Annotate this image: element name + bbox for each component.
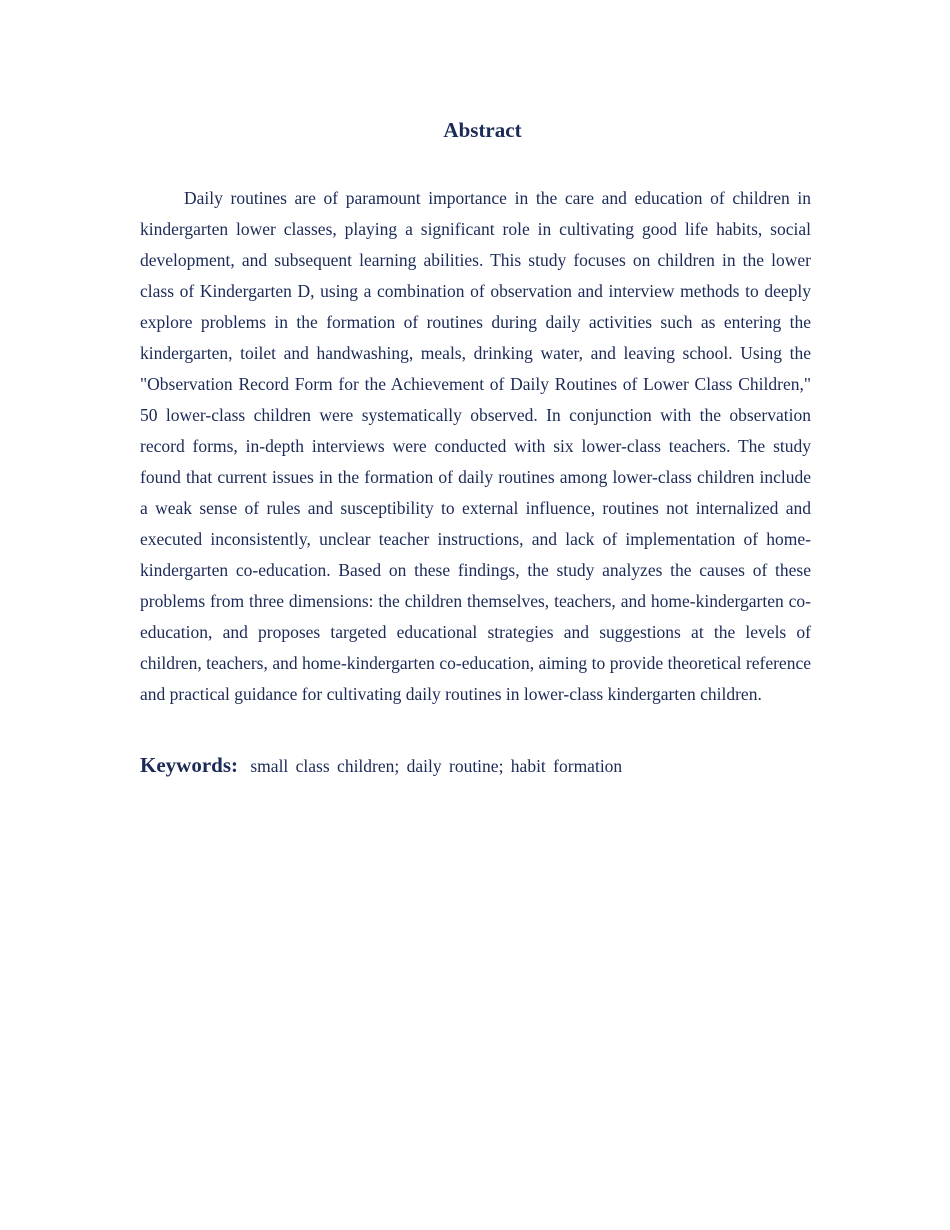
abstract-section [140, 114, 811, 782]
abstract-title: Abstract [443, 118, 522, 142]
keywords-line [140, 750, 811, 782]
keywords-label: Keywords: [140, 753, 238, 777]
keywords-values: small class children; daily routine; habit formation [250, 756, 623, 776]
abstract-body: Daily routines are of paramount importance in the care and education of children in kindergarten lower classes, playing a significant role in cultivating good life habits, social development, and subsequent learning abilities. This study focuses on children in the lower class of Kindergarten D, using a combination of observation and interview methods to deeply explore problems in the formation of routines during daily activities such as entering the kindergarten, toilet and handwashing, meals, drinking water, and leaving school. Using the "Observation Record Form for the Achievement of Daily Routines of Lower Class Children," 50 lower-class children were systematically observed. In conjunction with the observation record forms, in-depth interviews were conducted with six lower-class teachers. The study found that current issues in the formation of daily routines among lower-class children include a weak sense of rules and susceptibility to external influence, routines not internalized and executed inconsistently, unclear teacher instructions, and lack of implementation of home-kindergarten co-education. Based on these findings, the study analyzes the causes of these problems from three dimensions: the children themselves, teachers, and home-kindergarten co-education, and proposes targeted educational strategies and suggestions at the levels of children, teachers, and home-kindergarten co-education, aiming to provide theoretical reference and practical guidance for cultivating daily routines in lower-class kindergarten children. [140, 188, 811, 704]
